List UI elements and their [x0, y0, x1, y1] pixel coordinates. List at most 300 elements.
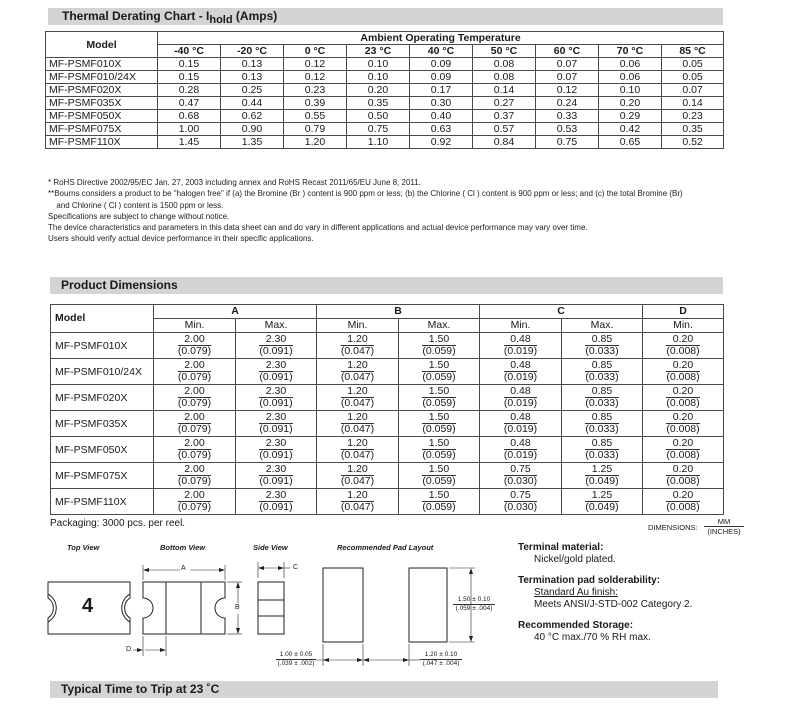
dimension-cell	[480, 411, 562, 437]
dim-label-a: A	[181, 565, 186, 572]
model-cell: MF-PSMF110X	[46, 136, 158, 149]
thermal-derating-table	[45, 31, 724, 149]
model-cell: MF-PSMF010X	[51, 333, 154, 359]
dimension-cell	[154, 411, 236, 437]
dimension-mm: 1.50	[422, 360, 455, 372]
thermal-table-body	[46, 58, 724, 149]
ihold-value-cell: 0.44	[221, 97, 284, 110]
ihold-value-cell: 0.25	[221, 84, 284, 97]
ihold-value-cell: 0.42	[599, 123, 662, 136]
ihold-value-cell: 0.07	[536, 71, 599, 84]
dimension-cell	[643, 385, 724, 411]
ihold-value-cell: 0.20	[599, 97, 662, 110]
dimension-inches: (0.079)	[177, 475, 212, 487]
ihold-value-cell: 0.12	[284, 58, 347, 71]
table-row	[51, 437, 724, 463]
dimension-inches: (0.008)	[666, 345, 700, 357]
storage-spec	[518, 620, 651, 644]
dimension-cell	[480, 463, 562, 489]
dimension-inches: (0.059)	[422, 397, 456, 409]
dimension-cell	[317, 385, 399, 411]
dimension-cell	[317, 489, 399, 515]
dimension-cell	[399, 359, 480, 385]
dimension-inches: (0.008)	[666, 475, 700, 487]
min-max-header: Min.	[480, 319, 562, 333]
dimension-inches: (0.079)	[177, 423, 212, 435]
temp-header: 0 °C	[284, 45, 347, 58]
dimension-inches: (0.008)	[666, 449, 700, 461]
dimension-inches: (0.059)	[422, 423, 456, 435]
dimension-inches: (0.047)	[340, 371, 375, 383]
dimension-inches: (0.079)	[177, 371, 212, 383]
dimension-mm: 0.85	[585, 412, 618, 424]
dim-label-d: D	[126, 646, 132, 653]
ihold-value-cell: 1.45	[158, 136, 221, 149]
ihold-value-cell: 0.08	[473, 71, 536, 84]
model-header: Model	[46, 32, 158, 58]
dimension-inches: (0.033)	[585, 345, 619, 357]
dimension-mm: 0.85	[585, 438, 618, 450]
ihold-value-cell: 0.10	[347, 71, 410, 84]
table-row	[51, 359, 724, 385]
dimensions-table-body	[51, 333, 724, 515]
dimension-inches: (0.079)	[177, 345, 212, 357]
ihold-value-cell: 0.55	[284, 110, 347, 123]
dimension-mm: 0.75	[504, 490, 537, 502]
dimension-mm: 0.48	[504, 360, 537, 372]
dimension-cell	[317, 437, 399, 463]
pad-gap-mm: 1.20 ± 0.10	[420, 651, 462, 660]
note-device-vary: The device characteristics and parameters in this data sheet can and do vary in different applications and actual device performance may vary over time.	[48, 222, 588, 233]
dimension-inches: (0.091)	[259, 475, 293, 487]
dimension-inches: (0.033)	[585, 397, 619, 409]
terminal-material-value: Nickel/gold plated.	[534, 554, 616, 565]
table-row	[51, 463, 724, 489]
dimension-cell	[154, 385, 236, 411]
ihold-value-cell: 0.92	[410, 136, 473, 149]
ihold-value-cell: 0.52	[662, 136, 724, 149]
dimension-inches: (0.091)	[259, 345, 293, 357]
storage-heading: Recommended Storage:	[518, 620, 634, 631]
ihold-value-cell: 0.23	[284, 84, 347, 97]
ihold-value-cell: 0.07	[536, 58, 599, 71]
model-cell: MF-PSMF075X	[46, 123, 158, 136]
dimension-inches: (0.008)	[666, 423, 700, 435]
dimension-mm: 2.30	[259, 386, 292, 398]
ihold-value-cell: 0.33	[536, 110, 599, 123]
dimension-mm: 2.30	[259, 412, 292, 424]
product-dimensions-table	[50, 304, 724, 515]
dimension-inches: (0.008)	[666, 371, 700, 383]
ihold-value-cell: 0.14	[473, 84, 536, 97]
dimension-cell	[399, 333, 480, 359]
table-row	[51, 411, 724, 437]
dimension-mm: 1.50	[422, 490, 455, 502]
temp-header: 70 °C	[599, 45, 662, 58]
ihold-value-cell: 0.39	[284, 97, 347, 110]
dimension-inches: (0.019)	[503, 345, 538, 357]
dimension-inches: (0.049)	[585, 475, 619, 487]
dimension-mm: 2.30	[259, 438, 292, 450]
ihold-value-cell: 0.35	[662, 123, 724, 136]
dimension-mm: 1.25	[585, 464, 618, 476]
ihold-value-cell: 0.09	[410, 71, 473, 84]
dimension-cell	[236, 463, 317, 489]
min-max-header: Max.	[236, 319, 317, 333]
dimension-cell	[236, 359, 317, 385]
table-row	[46, 110, 724, 123]
dimension-inches: (0.030)	[503, 501, 538, 513]
ihold-value-cell: 0.17	[410, 84, 473, 97]
dimension-cell	[236, 437, 317, 463]
model-cell: MF-PSMF050X	[46, 110, 158, 123]
ihold-value-cell: 0.27	[473, 97, 536, 110]
dimension-cell	[562, 463, 643, 489]
ihold-value-cell: 0.37	[473, 110, 536, 123]
dimension-inches: (0.059)	[422, 449, 456, 461]
ihold-value-cell: 0.62	[221, 110, 284, 123]
dimension-cell	[643, 489, 724, 515]
table-row	[46, 71, 724, 84]
dimension-inches: (0.008)	[666, 501, 700, 513]
dimension-inches: (0.079)	[177, 501, 212, 513]
dimension-cell	[154, 463, 236, 489]
dimension-inches: (0.019)	[503, 371, 538, 383]
dim-c-header: C	[480, 305, 643, 319]
ihold-value-cell: 0.75	[347, 123, 410, 136]
dimension-inches: (0.091)	[259, 449, 293, 461]
dimension-inches: (0.047)	[340, 475, 375, 487]
bottom-view-label: Bottom View	[160, 543, 206, 552]
dimension-cell	[317, 463, 399, 489]
time-to-trip-title: Typical Time to Trip at 23 ˚C	[50, 681, 718, 698]
dimension-cell	[236, 489, 317, 515]
dimension-inches: (0.019)	[503, 423, 538, 435]
dimension-mm: 1.50	[422, 386, 455, 398]
dimension-mm: 0.48	[504, 386, 537, 398]
ihold-value-cell: 0.05	[662, 71, 724, 84]
min-max-header: Max.	[399, 319, 480, 333]
ihold-value-cell: 0.79	[284, 123, 347, 136]
dimension-inches: (0.033)	[585, 423, 619, 435]
dimension-mm: 1.25	[585, 490, 618, 502]
dimension-cell	[562, 437, 643, 463]
dimension-cell	[480, 437, 562, 463]
dimension-cell	[317, 359, 399, 385]
packaging-note: Packaging: 3000 pcs. per reel.	[50, 518, 186, 529]
pad-width-dimension	[276, 651, 316, 668]
dimension-mm: 0.20	[666, 334, 699, 346]
solderability-value: Meets ANSI/J-STD-002 Category 2.	[534, 599, 693, 610]
pad-height-dimension	[453, 596, 495, 613]
model-cell: MF-PSMF010/24X	[46, 71, 158, 84]
ihold-value-cell: 0.40	[410, 110, 473, 123]
min-max-header: Min.	[317, 319, 399, 333]
table-row	[46, 123, 724, 136]
pad-height-in: (.059 ± .004)	[455, 605, 493, 612]
marking-code: 4	[82, 595, 94, 617]
dimension-cell	[399, 489, 480, 515]
solderability-subheading: Standard Au finish:	[534, 587, 618, 598]
dimension-cell	[643, 411, 724, 437]
dimension-inches: (0.047)	[340, 501, 375, 513]
dimension-inches: (0.079)	[177, 397, 212, 409]
pad-layout-label: Recommended Pad Layout	[337, 543, 434, 552]
ihold-value-cell: 0.84	[473, 136, 536, 149]
dimension-inches: (0.019)	[503, 397, 538, 409]
ihold-value-cell: 0.14	[662, 97, 724, 110]
ihold-value-cell: 1.35	[221, 136, 284, 149]
dim-b-header: B	[317, 305, 480, 319]
ihold-value-cell: 0.13	[221, 58, 284, 71]
dimension-mm: 0.20	[666, 412, 699, 424]
dim-a-header: A	[154, 305, 317, 319]
terminal-material-spec	[518, 542, 616, 566]
dimension-mm: 1.20	[341, 360, 374, 372]
model-cell: MF-PSMF035X	[46, 97, 158, 110]
ihold-value-cell: 0.20	[347, 84, 410, 97]
bottom-view-drawing	[133, 565, 242, 656]
dimension-cell	[562, 385, 643, 411]
ihold-value-cell: 0.06	[599, 71, 662, 84]
dimension-mm: 2.00	[178, 490, 211, 502]
dimension-mm: 1.50	[422, 438, 455, 450]
ihold-value-cell: 0.06	[599, 58, 662, 71]
note-verify: Users should verify actual device performance in their specific applications.	[48, 233, 314, 244]
side-view-label: Side View	[253, 543, 288, 552]
table-row	[46, 84, 724, 97]
note-rohs: * RoHS Directive 2002/95/EC Jan. 27, 2003 including annex and RoHS Recast 2011/65/EU June 8, 2011.	[48, 177, 421, 187]
dimension-mm: 0.20	[666, 464, 699, 476]
ihold-value-cell: 0.35	[347, 97, 410, 110]
top-view-label: Top View	[67, 543, 100, 552]
ihold-value-cell: 0.15	[158, 58, 221, 71]
dimension-mm: 2.30	[259, 490, 292, 502]
ambient-temperature-header: Ambient Operating Temperature	[158, 32, 724, 45]
storage-value: 40 °C max./70 % RH max.	[534, 632, 651, 643]
temp-header: 23 °C	[347, 45, 410, 58]
dimension-inches: (0.047)	[340, 345, 375, 357]
ihold-value-cell: 0.65	[599, 136, 662, 149]
dimension-mm: 1.20	[341, 412, 374, 424]
ihold-value-cell: 0.09	[410, 58, 473, 71]
table-row	[46, 58, 724, 71]
ihold-value-cell: 0.50	[347, 110, 410, 123]
dimension-mm: 1.20	[341, 464, 374, 476]
temp-header: 60 °C	[536, 45, 599, 58]
ihold-value-cell: 1.20	[284, 136, 347, 149]
dimension-cell	[480, 333, 562, 359]
model-cell: MF-PSMF010/24X	[51, 359, 154, 385]
dimension-cell	[236, 411, 317, 437]
model-cell: MF-PSMF010X	[46, 58, 158, 71]
pad-gap-in: (.047 ± .004)	[422, 660, 460, 667]
dimension-mm: 1.20	[341, 334, 374, 346]
ihold-value-cell: 1.00	[158, 123, 221, 136]
dimension-cell	[154, 333, 236, 359]
temp-header: 50 °C	[473, 45, 536, 58]
dimension-inches: (0.091)	[259, 501, 293, 513]
dimension-cell	[317, 411, 399, 437]
ihold-value-cell: 0.68	[158, 110, 221, 123]
ihold-value-cell: 0.47	[158, 97, 221, 110]
dimension-inches: (0.047)	[340, 423, 375, 435]
table-row	[46, 97, 724, 110]
dimension-inches: (0.033)	[585, 449, 619, 461]
dimension-inches: (0.059)	[422, 501, 456, 513]
dimension-mm: 1.20	[341, 438, 374, 450]
dimension-cell	[562, 359, 643, 385]
dimension-mm: 2.30	[259, 334, 292, 346]
dimension-inches: (0.047)	[340, 397, 375, 409]
dimension-cell	[643, 437, 724, 463]
dimension-cell	[154, 359, 236, 385]
dimension-cell	[399, 463, 480, 489]
model-cell: MF-PSMF020X	[46, 84, 158, 97]
dimension-cell	[480, 359, 562, 385]
ihold-value-cell: 0.53	[536, 123, 599, 136]
dimension-cell	[399, 437, 480, 463]
note-halogen-cont: and Chlorine ( Cl ) content is 1500 ppm or less.	[56, 199, 224, 210]
min-max-header: Min.	[154, 319, 236, 333]
dimension-mm: 0.20	[666, 386, 699, 398]
model-cell: MF-PSMF020X	[51, 385, 154, 411]
dimension-mm: 1.20	[341, 386, 374, 398]
model-cell: MF-PSMF050X	[51, 437, 154, 463]
ihold-value-cell: 0.23	[662, 110, 724, 123]
table-row	[51, 489, 724, 515]
dim-label-c: C	[293, 564, 299, 571]
ihold-value-cell: 0.07	[662, 84, 724, 97]
table-row	[46, 136, 724, 149]
dimension-inches: (0.091)	[259, 423, 293, 435]
ihold-value-cell: 0.29	[599, 110, 662, 123]
dimension-mm: 0.85	[585, 360, 618, 372]
dimension-cell	[236, 385, 317, 411]
title-subscript: hold	[209, 14, 233, 26]
table-row	[51, 385, 724, 411]
ihold-value-cell: 0.13	[221, 71, 284, 84]
dimension-cell	[643, 463, 724, 489]
units-inches: (INCHES)	[707, 527, 741, 536]
title-suffix: (Amps)	[232, 9, 278, 23]
ihold-value-cell: 0.28	[158, 84, 221, 97]
ihold-value-cell: 0.10	[347, 58, 410, 71]
dimension-mm: 2.00	[178, 464, 211, 476]
dimension-mm: 1.50	[422, 464, 455, 476]
temp-header: 40 °C	[410, 45, 473, 58]
ihold-value-cell: 0.75	[536, 136, 599, 149]
dimension-cell	[643, 359, 724, 385]
dimension-inches: (0.030)	[503, 475, 538, 487]
temp-header: -40 °C	[158, 45, 221, 58]
ihold-value-cell: 0.12	[536, 84, 599, 97]
dimension-inches: (0.059)	[422, 345, 456, 357]
ihold-value-cell: 0.15	[158, 71, 221, 84]
dimension-inches: (0.091)	[259, 397, 293, 409]
dimension-cell	[562, 333, 643, 359]
dimension-inches: (0.019)	[503, 449, 538, 461]
dimension-cell	[399, 411, 480, 437]
table-row	[51, 333, 724, 359]
ihold-value-cell: 0.57	[473, 123, 536, 136]
dimension-mm: 2.30	[259, 464, 292, 476]
dimension-cell	[480, 489, 562, 515]
dimension-mm: 1.50	[422, 334, 455, 346]
dimension-inches: (0.047)	[340, 449, 375, 461]
dimension-cell	[399, 385, 480, 411]
solderability-heading: Termination pad solderability:	[518, 575, 661, 586]
product-dimensions-title: Product Dimensions	[50, 277, 723, 294]
dimension-mm: 1.50	[422, 412, 455, 424]
model-cell: MF-PSMF035X	[51, 411, 154, 437]
temp-header: -20 °C	[221, 45, 284, 58]
dimension-cell	[643, 333, 724, 359]
dimension-mm: 0.85	[585, 386, 618, 398]
dimension-mm: 1.20	[341, 490, 374, 502]
thermal-derating-title	[48, 8, 723, 25]
solderability-spec	[518, 575, 692, 611]
units-label: DIMENSIONS:	[648, 523, 698, 532]
dimension-cell	[154, 489, 236, 515]
dimension-inches: (0.049)	[585, 501, 619, 513]
units-mm: MM	[704, 517, 744, 527]
dim-label-b: B	[235, 604, 240, 611]
dimension-mm: 0.75	[504, 464, 537, 476]
dimension-mm: 2.00	[178, 360, 211, 372]
dimension-mm: 0.20	[666, 360, 699, 372]
ihold-value-cell: 0.30	[410, 97, 473, 110]
ihold-value-cell: 0.63	[410, 123, 473, 136]
dimension-mm: 2.30	[259, 360, 292, 372]
ihold-value-cell: 1.10	[347, 136, 410, 149]
dimension-inches: (0.079)	[177, 449, 212, 461]
temp-header: 85 °C	[662, 45, 724, 58]
title-main: Thermal Derating Chart - I	[62, 9, 210, 23]
dimension-inches: (0.059)	[422, 371, 456, 383]
ihold-value-cell: 0.10	[599, 84, 662, 97]
dimension-cell	[480, 385, 562, 411]
dimension-cell	[236, 333, 317, 359]
dimension-mm: 0.48	[504, 412, 537, 424]
ihold-value-cell: 0.08	[473, 58, 536, 71]
dimension-mm: 2.00	[178, 334, 211, 346]
model-cell: MF-PSMF110X	[51, 489, 154, 515]
dimension-inches: (0.059)	[422, 475, 456, 487]
dimension-cell	[562, 411, 643, 437]
dimension-mm: 2.00	[178, 412, 211, 424]
pad-width-mm: 1.00 ± 0.05	[276, 651, 316, 660]
min-max-header: Min.	[643, 319, 724, 333]
min-max-header: Max.	[562, 319, 643, 333]
pad-gap-dimension	[420, 651, 462, 668]
terminal-material-heading: Terminal material:	[518, 542, 604, 553]
dimension-inches: (0.008)	[666, 397, 700, 409]
footnotes	[48, 177, 718, 245]
pad-width-in: (.039 ± .002)	[277, 660, 315, 667]
dimension-cell	[154, 437, 236, 463]
model-header: Model	[51, 305, 154, 333]
side-view-drawing	[258, 562, 290, 634]
dimension-mm: 2.00	[178, 438, 211, 450]
dimension-mm: 0.85	[585, 334, 618, 346]
dimension-mm: 0.20	[666, 438, 699, 450]
dimension-mm: 2.00	[178, 386, 211, 398]
model-cell: MF-PSMF075X	[51, 463, 154, 489]
dimension-inches: (0.033)	[585, 371, 619, 383]
dimension-inches: (0.091)	[259, 371, 293, 383]
dimension-mm: 0.20	[666, 490, 699, 502]
